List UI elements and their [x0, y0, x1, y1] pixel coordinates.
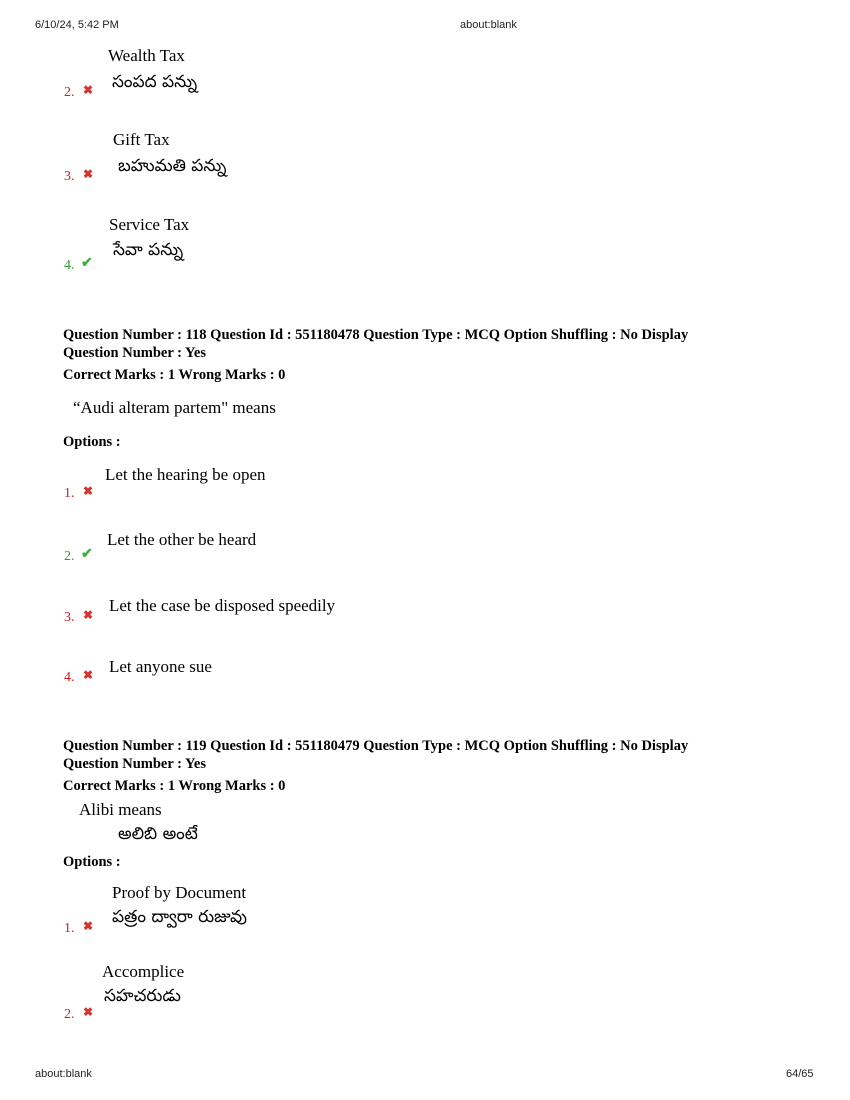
q119-option-2-number: 2. — [64, 1007, 75, 1022]
wrong-mark-icon: ✖ — [83, 608, 94, 622]
q119-meta-line1: Question Number : 119 Question Id : 551180479 Question Type : MCQ Option Shuffling : No Display — [63, 738, 689, 754]
wrong-mark-icon: ✖ — [83, 83, 94, 97]
q119-question-telugu: అలిబి అంటే — [118, 824, 198, 844]
q118-option-4-number: 4. — [64, 670, 75, 685]
q118-option-2-number: 2. — [64, 549, 75, 564]
prev-option-3-english: Gift Tax — [113, 130, 170, 149]
q118-option-4-text: Let anyone sue — [109, 657, 212, 676]
prev-option-2-telugu: సంపద పన్ను — [112, 72, 198, 92]
prev-option-3-number: 3. — [64, 169, 75, 184]
q118-question-text: “Audi alteram partem" means — [73, 398, 276, 417]
q119-option-2-telugu: సహచరుడు — [104, 986, 181, 1006]
wrong-mark-icon: ✖ — [83, 1005, 94, 1019]
q118-meta-line2: Question Number : Yes — [63, 345, 206, 361]
prev-option-4-telugu: సేవా పన్ను — [113, 240, 184, 260]
wrong-mark-icon: ✖ — [83, 919, 94, 933]
q118-meta-line1: Question Number : 118 Question Id : 551180478 Question Type : MCQ Option Shuffling : No Display — [63, 327, 689, 343]
q119-option-1-english: Proof by Document — [112, 883, 247, 902]
q118-option-1-number: 1. — [64, 486, 75, 501]
print-datetime: 6/10/24, 5:42 PM — [35, 19, 119, 31]
q119-option-2-english: Accomplice — [102, 962, 185, 981]
q119-options-label: Options : — [63, 854, 121, 870]
prev-option-2-english: Wealth Tax — [108, 46, 185, 65]
print-title: about:blank — [460, 19, 517, 31]
q118-option-3-number: 3. — [64, 610, 75, 625]
q118-option-1-text: Let the hearing be open — [105, 465, 266, 484]
correct-mark-icon: ✔ — [81, 255, 93, 271]
q118-option-3-text: Let the case be disposed speedily — [109, 596, 336, 615]
prev-option-4-english: Service Tax — [109, 215, 190, 234]
q119-question-english: Alibi means — [79, 800, 162, 819]
prev-option-2-number: 2. — [64, 85, 75, 100]
wrong-mark-icon: ✖ — [83, 484, 94, 498]
prev-option-3-telugu: బహుమతి పన్ను — [118, 156, 227, 176]
q118-marks: Correct Marks : 1 Wrong Marks : 0 — [63, 367, 286, 383]
q119-option-1-telugu: పత్రం ద్వారా రుజువు — [112, 907, 247, 927]
q119-option-1-number: 1. — [64, 921, 75, 936]
q118-options-label: Options : — [63, 434, 121, 450]
wrong-mark-icon: ✖ — [83, 167, 94, 181]
wrong-mark-icon: ✖ — [83, 668, 94, 682]
q118-option-2-text: Let the other be heard — [107, 530, 257, 549]
q119-meta-line2: Question Number : Yes — [63, 756, 206, 772]
q119-marks: Correct Marks : 1 Wrong Marks : 0 — [63, 778, 286, 794]
correct-mark-icon: ✔ — [81, 546, 93, 562]
print-page-number: 64/65 — [786, 1068, 814, 1080]
print-footer-url: about:blank — [35, 1068, 92, 1080]
prev-option-4-number: 4. — [64, 258, 75, 273]
